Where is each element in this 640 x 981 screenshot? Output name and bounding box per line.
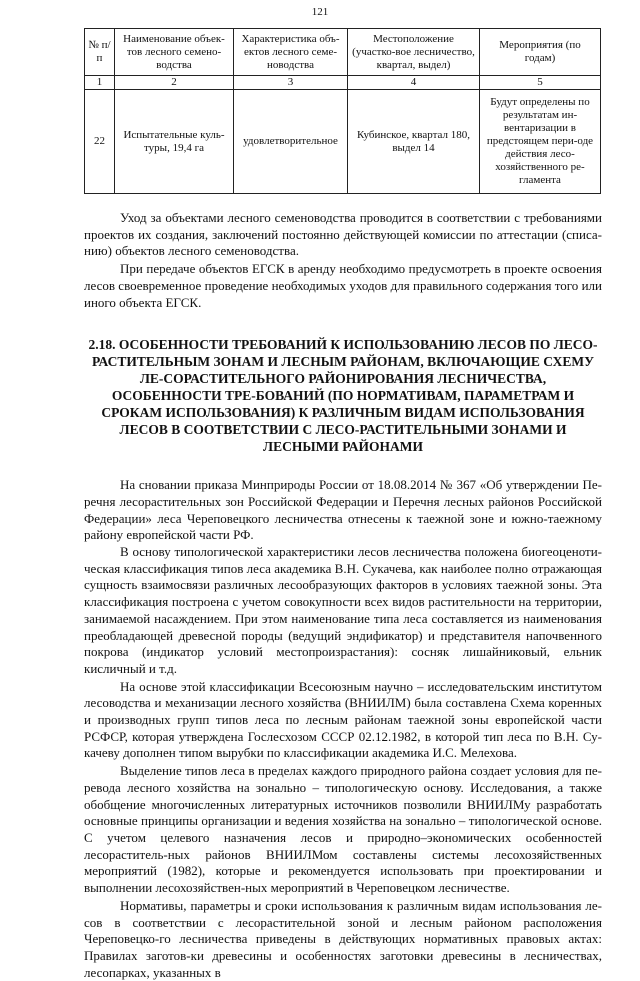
column-number: 5: [480, 76, 601, 90]
table-row: [85, 90, 601, 194]
column-number: 4: [348, 76, 480, 90]
header-location: Местоположение (участко-вое лесничество, квартал, выдел): [348, 29, 480, 76]
paragraph: При передаче объектов ЕГСК в аренду необходимо предусмотреть в проекте освоения лесов своевременное проведение необходимых уходов для правильного содержания того или иного объекта ЕГСК.: [84, 261, 602, 310]
cell-characteristic: удовлетворительное: [234, 90, 348, 194]
header-object-name: Наименование объек-тов лесного семено-водства: [115, 29, 234, 76]
cell-object-name: Испытательные куль-туры, 19,4 га: [115, 90, 234, 194]
cell-number: 22: [85, 90, 115, 194]
header-measures: Мероприятия (по годам): [480, 29, 601, 76]
paragraph: На сновании приказа Минприроды России от 18.08.2014 № 367 «Об утверждении Пе-речня лесорастительных зон Российской Федерации и Перечня лесных районов Российской Федерации» леса Череповецкого лесничества отнесены к таежной зоне и южно-таежному району европейской части РФ.: [84, 477, 602, 543]
document-body: [84, 210, 602, 981]
column-number: 2: [115, 76, 234, 90]
cell-location: Кубинское, квартал 180, выдел 14: [348, 90, 480, 194]
header-characteristic: Характеристика объ-ектов лесного семе-новодства: [234, 29, 348, 76]
paragraph: Уход за объектами лесного семеноводства проводится в соответствии с требованиями проектов их создания, заключений постоянно действующей комиссии по аттестации (списа-нию) объектов лесного семеноводства.: [84, 210, 602, 259]
paragraph: В основу типологической характеристики лесов лесничества положена биогеоценоти-ческая классификация типов леса академика В.Н. Сукачева, как наиболее полно отражающая сущность взаимосвязи различных лесообразующих факторов в условиях таежной зоны. Эта классификация построена с учетом совокупности всех видов растительности на территории, занимаемой насаждением. При этом наименование типа леса составляется из наименования преобладающей древесной породы (ведущий эндификатор) и представителя напочвенного покрова (индикатор условий местопроизрастания): сосняк лишайниковый, ельник кисличный и т.д.: [84, 544, 602, 676]
column-number: 1: [85, 76, 115, 90]
column-numbers-row: [85, 76, 601, 90]
paragraph: Выделение типов леса в пределах каждого природного района создает условия для пе-ревода лесного хозяйства на зонально – типологическую основу. Исследования, а также обобщение многочисленных литературных источников позволили ВНИИЛМу разработать основные принципы организации и ведения хозяйства на зонально – типологической основе. С учетом целевого назначения лесов и природно–экономических особенностей лесораститель-ных районов ВНИИЛМом составлены системы лесохозяйственных мероприятий (1982), которые и рекомендуется использовать при проектировании и выполнении лесохозяйствен-ных мероприятий в Череповецком лесничестве.: [84, 763, 602, 896]
column-number: 3: [234, 76, 348, 90]
page-number: 121: [311, 6, 329, 18]
section-heading: 2.18. ОСОБЕННОСТИ ТРЕБОВАНИЙ К ИСПОЛЬЗОВАНИЮ ЛЕСОВ ПО ЛЕСО-РАСТИТЕЛЬНЫМ ЗОНАМ И ЛЕСНЫМ РАЙОНАМ, ВКЛЮЧАЮЩИЕ СХЕМУ ЛЕ-СОРАСТИТЕЛЬНОГО РАЙОНИРОВАНИЯ ЛЕСНИЧЕСТВА, ОСОБЕННОСТИ ТРЕ-БОВАНИЙ (ПО НОРМАТИВАМ, ПАРАМЕТРАМ И СРОКАМ ИСПОЛЬЗОВАНИЯ) К РАЗЛИЧНЫМ ВИДАМ ИСПОЛЬЗОВАНИЯ ЛЕСОВ В СООТВЕТСТВИИ С ЛЕСО-РАСТИТЕЛЬНЫМИ ЗОНАМИ И ЛЕСНЫМИ РАЙОНАМИ: [88, 337, 598, 455]
forest-seed-objects-table: [84, 28, 601, 194]
paragraph: Нормативы, параметры и сроки использования к различным видам использования ле-сов в соответствии с лесорастительной зоной и лесным районом расположения Череповецко-го лесничества приведены в действующих нормативных правовых актах: Правилах заготов-ки древесины и особенностях заготовки древесины в лесничествах, лесопарках, указанных в: [84, 897, 602, 980]
table-header-row: [85, 29, 601, 76]
header-number: № п/п: [85, 29, 115, 76]
cell-measures: Будут определены по результатам ин-вентаризации в предстоящем пери-оде действия лесо-хозяйственного ре-гламента: [480, 90, 601, 194]
paragraph: На основе этой классификации Всесоюзным научно – исследовательским институтом лесоводства и механизации лесного хозяйства (ВНИИЛМ) была составлена Схема коренных и производных групп типов леса по лесным районам таежной зоны европейской части РСФСР, которая утверждена Гослесхозом СССР 02.12.1982, в которой тип леса по В.Н. Су-качеву дополнен типом вырубки по классификации академика И.С. Мелехова.: [84, 678, 602, 761]
